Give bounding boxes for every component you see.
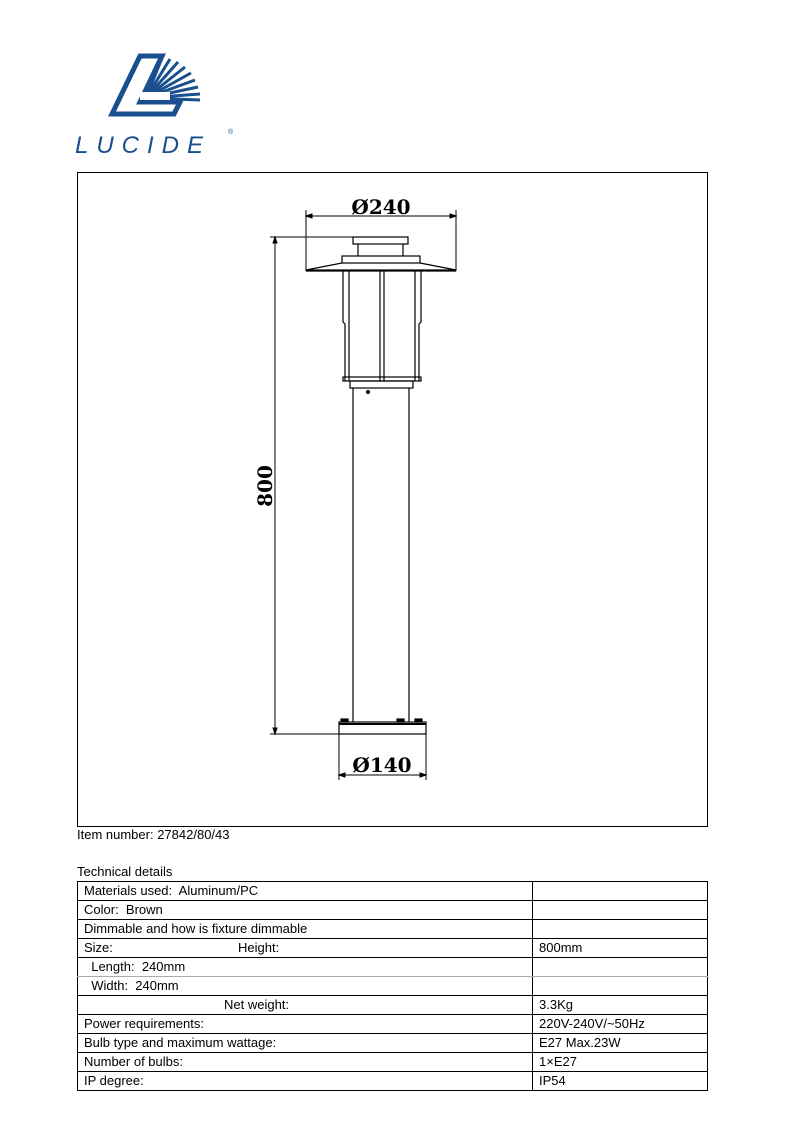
table-row (78, 1053, 708, 1072)
table-row (78, 882, 708, 901)
registered-mark: ® (228, 129, 234, 136)
table-row (78, 901, 708, 920)
row-value: 220V-240V/~50Hz (533, 1015, 708, 1034)
row-value: 3.3Kg (533, 996, 708, 1015)
row-value (533, 920, 708, 939)
row-label: IP degree: (78, 1072, 533, 1091)
technical-details-title: Technical details (77, 864, 173, 879)
row-label: Dimmable and how is fixture dimmable (78, 920, 533, 939)
lamp-head (306, 237, 456, 394)
height-dimension (270, 237, 353, 734)
row-label: Size: (84, 940, 113, 955)
lamp-pole (353, 388, 409, 722)
base-diameter-label: Ø140 (352, 753, 412, 777)
row-label: Length: 240mm (78, 958, 533, 977)
row-label: Power requirements: (78, 1015, 533, 1034)
table-row (78, 1072, 708, 1091)
table-row (78, 1034, 708, 1053)
row-value: IP54 (533, 1072, 708, 1091)
height-label: 800 (253, 465, 277, 507)
table-row (78, 977, 708, 996)
row-label: Color: Brown (78, 901, 533, 920)
row-label: Bulb type and maximum wattage: (78, 1034, 533, 1053)
technical-details-table (77, 881, 708, 1091)
row-label: Number of bulbs: (78, 1053, 533, 1072)
row-value (533, 882, 708, 901)
row-value (533, 958, 708, 977)
row-label: Materials used: Aluminum/PC (78, 882, 533, 901)
row-value (533, 977, 708, 996)
row-label: Net weight: (78, 996, 533, 1015)
item-number: Item number: 27842/80/43 (77, 827, 230, 842)
row-label: Width: 240mm (78, 977, 533, 996)
row-sublabel: Height: (238, 940, 280, 955)
row-value: 1×E27 (533, 1053, 708, 1072)
table-row (78, 958, 708, 977)
lamp-base (339, 719, 426, 734)
row-value: 800mm (533, 939, 708, 958)
table-row (78, 996, 708, 1015)
row-value (533, 901, 708, 920)
table-row (78, 1015, 708, 1034)
table-row (78, 939, 708, 958)
top-diameter-label: Ø240 (351, 195, 411, 219)
table-row (78, 920, 708, 939)
top-diameter-dimension (306, 210, 456, 271)
row-value: E27 Max.23W (533, 1034, 708, 1053)
brand-name: LUCIDE (75, 132, 212, 159)
